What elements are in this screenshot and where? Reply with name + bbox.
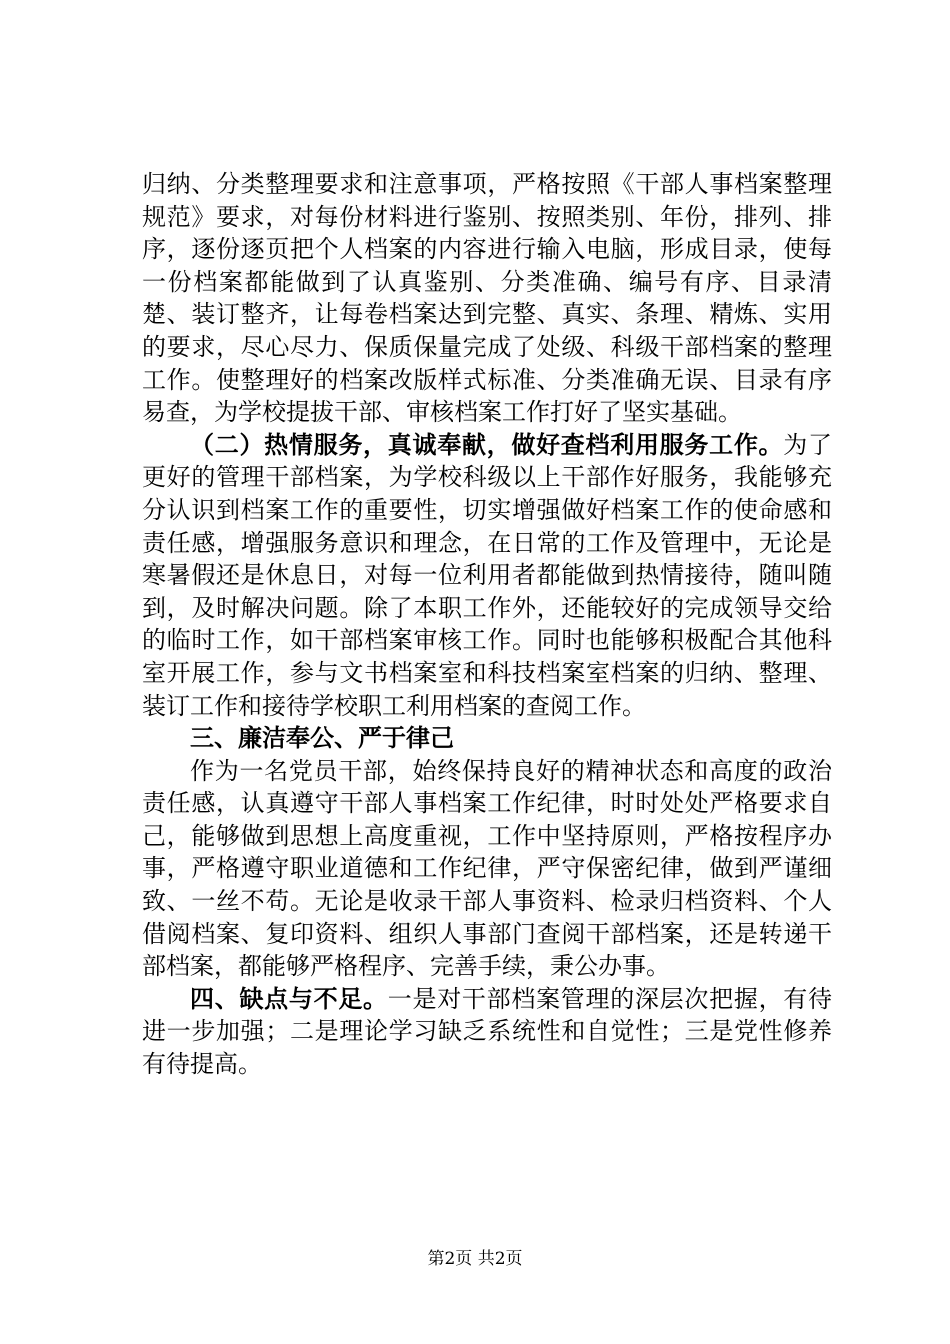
paragraph-shortcomings [142, 983, 832, 1081]
section-heading-integrity: 三、廉洁奉公、严于律己 [190, 724, 454, 753]
paragraph-service-work [142, 429, 832, 722]
document-body [142, 168, 832, 1081]
paragraph-service-body: 为了更好的管理干部档案，为学校科级以上干部作好服务，我能够充分认识到档案工作的重要性，切实增强做好档案工作的使命感和责任感，增强服务意识和理念，在日常的工作及管理中，无论是寒暑假还是休息日，对每一位利用者都能做到热情接待，随叫随到，及时解决问题。除了本职工作外，还能较好的完成领导交给的临时工作，如干部档案审核工作。同时也能够积极配合其他科室开展工作，参与文书档案室和科技档案室档案的归纳、整理、装订工作和接待学校职工利用档案的查阅工作。 [142, 430, 833, 720]
section-heading-shortcomings: 四、缺点与不足。 [190, 984, 388, 1013]
paragraph-archive-organizing: 归纳、分类整理要求和注意事项，严格按照《干部人事档案整理规范》要求，对每份材料进行鉴别、按照类别、年份，排列、排序，逐份逐页把个人档案的内容进行输入电脑，形成目录，使每一份档案都能做到了认真鉴别、分类准确、编号有序、目录清楚、装订整齐，让每卷档案达到完整、真实、条理、精炼、实用的要求，尽心尽力、保质保量完成了处级、科级干部档案的整理工作。使整理好的档案改版样式标准、分类准确无误、目录有序易查，为学校提拔干部、审核档案工作打好了坚实基础。 [142, 170, 832, 427]
paragraph-integrity: 作为一名党员干部，始终保持良好的精神状态和高度的政治责任感，认真遵守干部人事档案工作纪律，时时处处严格要求自己，能够做到思想上高度重视，工作中坚持原则，严格按程序办事，严格遵守职业道德和工作纪律，严守保密纪律，做到严谨细致、一丝不苟。无论是收录干部人事资料、检录归档资料、个人借阅档案、复印资料、组织人事部门查阅干部档案，还是转递干部档案，都能够严格程序、完善手续，秉公办事。 [142, 756, 832, 981]
section-heading-service: （二）热情服务，真诚奉献，做好查档利用服务工作。 [190, 430, 784, 459]
page-number: 第2页 共2页 [427, 1249, 523, 1269]
paragraph-shortcomings-body: 一是对干部档案管理的深层次把握，有待进一步加强；二是理论学习缺乏系统性和自觉性；三是党性修养有待提高。 [142, 984, 833, 1079]
